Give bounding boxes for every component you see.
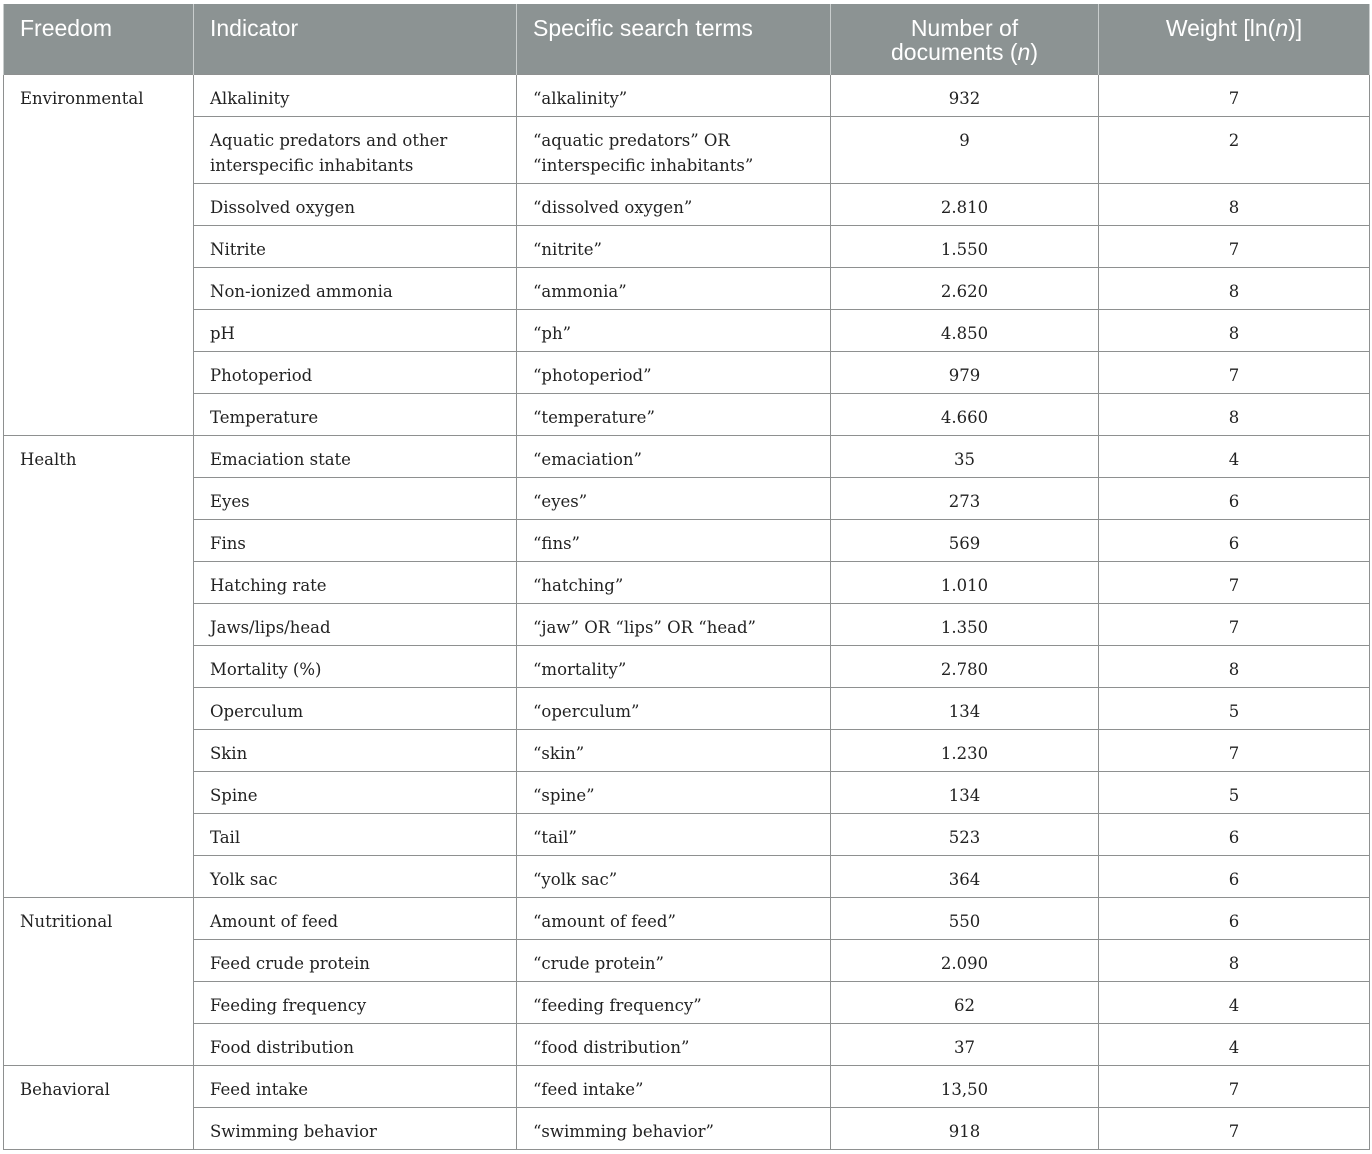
weight-cell: 7 [1099, 561, 1370, 603]
indicator-cell: Photoperiod [194, 351, 517, 393]
weight-cell: 7 [1099, 603, 1370, 645]
indicator-cell: Food distribution [194, 1023, 517, 1065]
table-row [4, 855, 1370, 897]
table-row [4, 939, 1370, 981]
table-row [4, 1065, 1370, 1107]
indicator-cell: Yolk sac [194, 855, 517, 897]
search-terms-cell: “hatching” [517, 561, 831, 603]
search-terms-cell: “skin” [517, 729, 831, 771]
header-weight [1099, 4, 1370, 74]
table-row [4, 813, 1370, 855]
search-terms-cell: “crude protein” [517, 939, 831, 981]
document-count-cell: 364 [831, 855, 1099, 897]
table-row [4, 981, 1370, 1023]
search-terms-cell: “eyes” [517, 477, 831, 519]
indicator-cell: Aquatic predators and other interspecific inhabitants [194, 116, 517, 183]
weight-cell: 4 [1099, 981, 1370, 1023]
weight-cell: 5 [1099, 687, 1370, 729]
table-row [4, 267, 1370, 309]
indicator-cell: Emaciation state [194, 435, 517, 477]
indicator-cell: Dissolved oxygen [194, 183, 517, 225]
search-terms-cell: “tail” [517, 813, 831, 855]
table-row [4, 561, 1370, 603]
weight-cell: 8 [1099, 267, 1370, 309]
header-freedom: Freedom [4, 4, 194, 74]
search-terms-cell: “aquatic predators” OR “interspecific inhabitants” [517, 116, 831, 183]
weight-cell: 4 [1099, 435, 1370, 477]
freedom-cell: Environmental [4, 74, 194, 435]
header-weight-pre: Weight [ln( [1165, 15, 1276, 41]
document-count-cell: 4.660 [831, 393, 1099, 435]
weight-cell: 6 [1099, 897, 1370, 939]
indicator-cell: Tail [194, 813, 517, 855]
freedom-cell: Nutritional [4, 897, 194, 1065]
header-indicator: Indicator [194, 4, 517, 74]
indicator-cell: Jaws/lips/head [194, 603, 517, 645]
weight-cell: 4 [1099, 1023, 1370, 1065]
weight-cell: 5 [1099, 771, 1370, 813]
indicator-cell: Fins [194, 519, 517, 561]
document-count-cell: 1.550 [831, 225, 1099, 267]
weight-cell: 8 [1099, 939, 1370, 981]
indicator-table [3, 4, 1370, 1150]
document-count-cell: 979 [831, 351, 1099, 393]
document-count-cell: 569 [831, 519, 1099, 561]
document-count-cell: 2.620 [831, 267, 1099, 309]
document-count-cell: 4.850 [831, 309, 1099, 351]
table-row [4, 116, 1370, 183]
search-terms-cell: “alkalinity” [517, 74, 831, 116]
indicator-cell: pH [194, 309, 517, 351]
header-number-of-documents [831, 4, 1099, 74]
indicator-cell: Alkalinity [194, 74, 517, 116]
table-row [4, 1023, 1370, 1065]
weight-cell: 8 [1099, 183, 1370, 225]
weight-cell: 2 [1099, 116, 1370, 183]
table-row [4, 729, 1370, 771]
search-terms-cell: “swimming behavior” [517, 1107, 831, 1149]
document-count-cell: 2.090 [831, 939, 1099, 981]
weight-cell: 7 [1099, 225, 1370, 267]
table-row [4, 1107, 1370, 1149]
table-row [4, 687, 1370, 729]
indicator-cell: Swimming behavior [194, 1107, 517, 1149]
document-count-cell: 1.350 [831, 603, 1099, 645]
document-count-cell: 134 [831, 687, 1099, 729]
weight-cell: 6 [1099, 855, 1370, 897]
indicator-cell: Mortality (%) [194, 645, 517, 687]
weight-cell: 6 [1099, 813, 1370, 855]
table-row [4, 74, 1370, 116]
header-search-terms: Specific search terms [517, 4, 831, 74]
indicator-cell: Spine [194, 771, 517, 813]
document-count-cell: 273 [831, 477, 1099, 519]
table-row [4, 393, 1370, 435]
indicator-cell: Feed crude protein [194, 939, 517, 981]
table-row [4, 897, 1370, 939]
table-row [4, 183, 1370, 225]
document-count-cell: 932 [831, 74, 1099, 116]
table-row [4, 477, 1370, 519]
table-row [4, 771, 1370, 813]
weight-cell: 7 [1099, 1107, 1370, 1149]
search-terms-cell: “feed intake” [517, 1065, 831, 1107]
search-terms-cell: “spine” [517, 771, 831, 813]
freedom-cell: Health [4, 435, 194, 897]
table-row [4, 603, 1370, 645]
document-count-cell: 918 [831, 1107, 1099, 1149]
indicator-cell: Skin [194, 729, 517, 771]
table-header [4, 4, 1370, 74]
search-terms-cell: “fins” [517, 519, 831, 561]
document-count-cell: 35 [831, 435, 1099, 477]
header-docs-line1: Number of [910, 15, 1019, 41]
search-terms-cell: “emaciation” [517, 435, 831, 477]
table-row [4, 225, 1370, 267]
document-count-cell: 523 [831, 813, 1099, 855]
weight-cell: 8 [1099, 393, 1370, 435]
document-count-cell: 2.810 [831, 183, 1099, 225]
header-weight-var: n [1275, 15, 1289, 41]
weight-cell: 6 [1099, 477, 1370, 519]
weight-cell: 8 [1099, 645, 1370, 687]
document-count-cell: 1.010 [831, 561, 1099, 603]
indicator-cell: Operculum [194, 687, 517, 729]
weight-cell: 6 [1099, 519, 1370, 561]
search-terms-cell: “nitrite” [517, 225, 831, 267]
weight-cell: 7 [1099, 351, 1370, 393]
search-terms-cell: “dissolved oxygen” [517, 183, 831, 225]
weight-cell: 7 [1099, 1065, 1370, 1107]
document-count-cell: 62 [831, 981, 1099, 1023]
header-docs-line2-post: ) [1030, 39, 1039, 65]
header-weight-post: )] [1288, 15, 1303, 41]
document-count-cell: 134 [831, 771, 1099, 813]
table-row [4, 309, 1370, 351]
document-count-cell: 550 [831, 897, 1099, 939]
search-terms-cell: “feeding frequency” [517, 981, 831, 1023]
indicator-cell: Feed intake [194, 1065, 517, 1107]
search-terms-cell: “mortality” [517, 645, 831, 687]
indicator-cell: Feeding frequency [194, 981, 517, 1023]
document-count-cell: 9 [831, 116, 1099, 183]
search-terms-cell: “yolk sac” [517, 855, 831, 897]
weight-cell: 7 [1099, 74, 1370, 116]
search-terms-cell: “jaw” OR “lips” OR “head” [517, 603, 831, 645]
table-row [4, 351, 1370, 393]
header-docs-line2-pre: documents ( [890, 39, 1018, 65]
document-count-cell: 13,50 [831, 1065, 1099, 1107]
search-terms-cell: “photoperiod” [517, 351, 831, 393]
indicator-cell: Non-ionized ammonia [194, 267, 517, 309]
search-terms-cell: “food distribution” [517, 1023, 831, 1065]
table-body [4, 74, 1370, 1149]
document-count-cell: 1.230 [831, 729, 1099, 771]
header-docs-var: n [1017, 39, 1031, 65]
search-terms-cell: “ph” [517, 309, 831, 351]
weight-cell: 8 [1099, 309, 1370, 351]
search-terms-cell: “operculum” [517, 687, 831, 729]
table-row [4, 519, 1370, 561]
indicator-cell: Amount of feed [194, 897, 517, 939]
indicator-cell: Temperature [194, 393, 517, 435]
table-row [4, 435, 1370, 477]
search-terms-cell: “temperature” [517, 393, 831, 435]
freedom-cell: Behavioral [4, 1065, 194, 1149]
document-count-cell: 2.780 [831, 645, 1099, 687]
search-terms-cell: “ammonia” [517, 267, 831, 309]
search-terms-cell: “amount of feed” [517, 897, 831, 939]
weight-cell: 7 [1099, 729, 1370, 771]
document-count-cell: 37 [831, 1023, 1099, 1065]
indicator-cell: Hatching rate [194, 561, 517, 603]
indicator-cell: Eyes [194, 477, 517, 519]
table-row [4, 645, 1370, 687]
indicator-cell: Nitrite [194, 225, 517, 267]
